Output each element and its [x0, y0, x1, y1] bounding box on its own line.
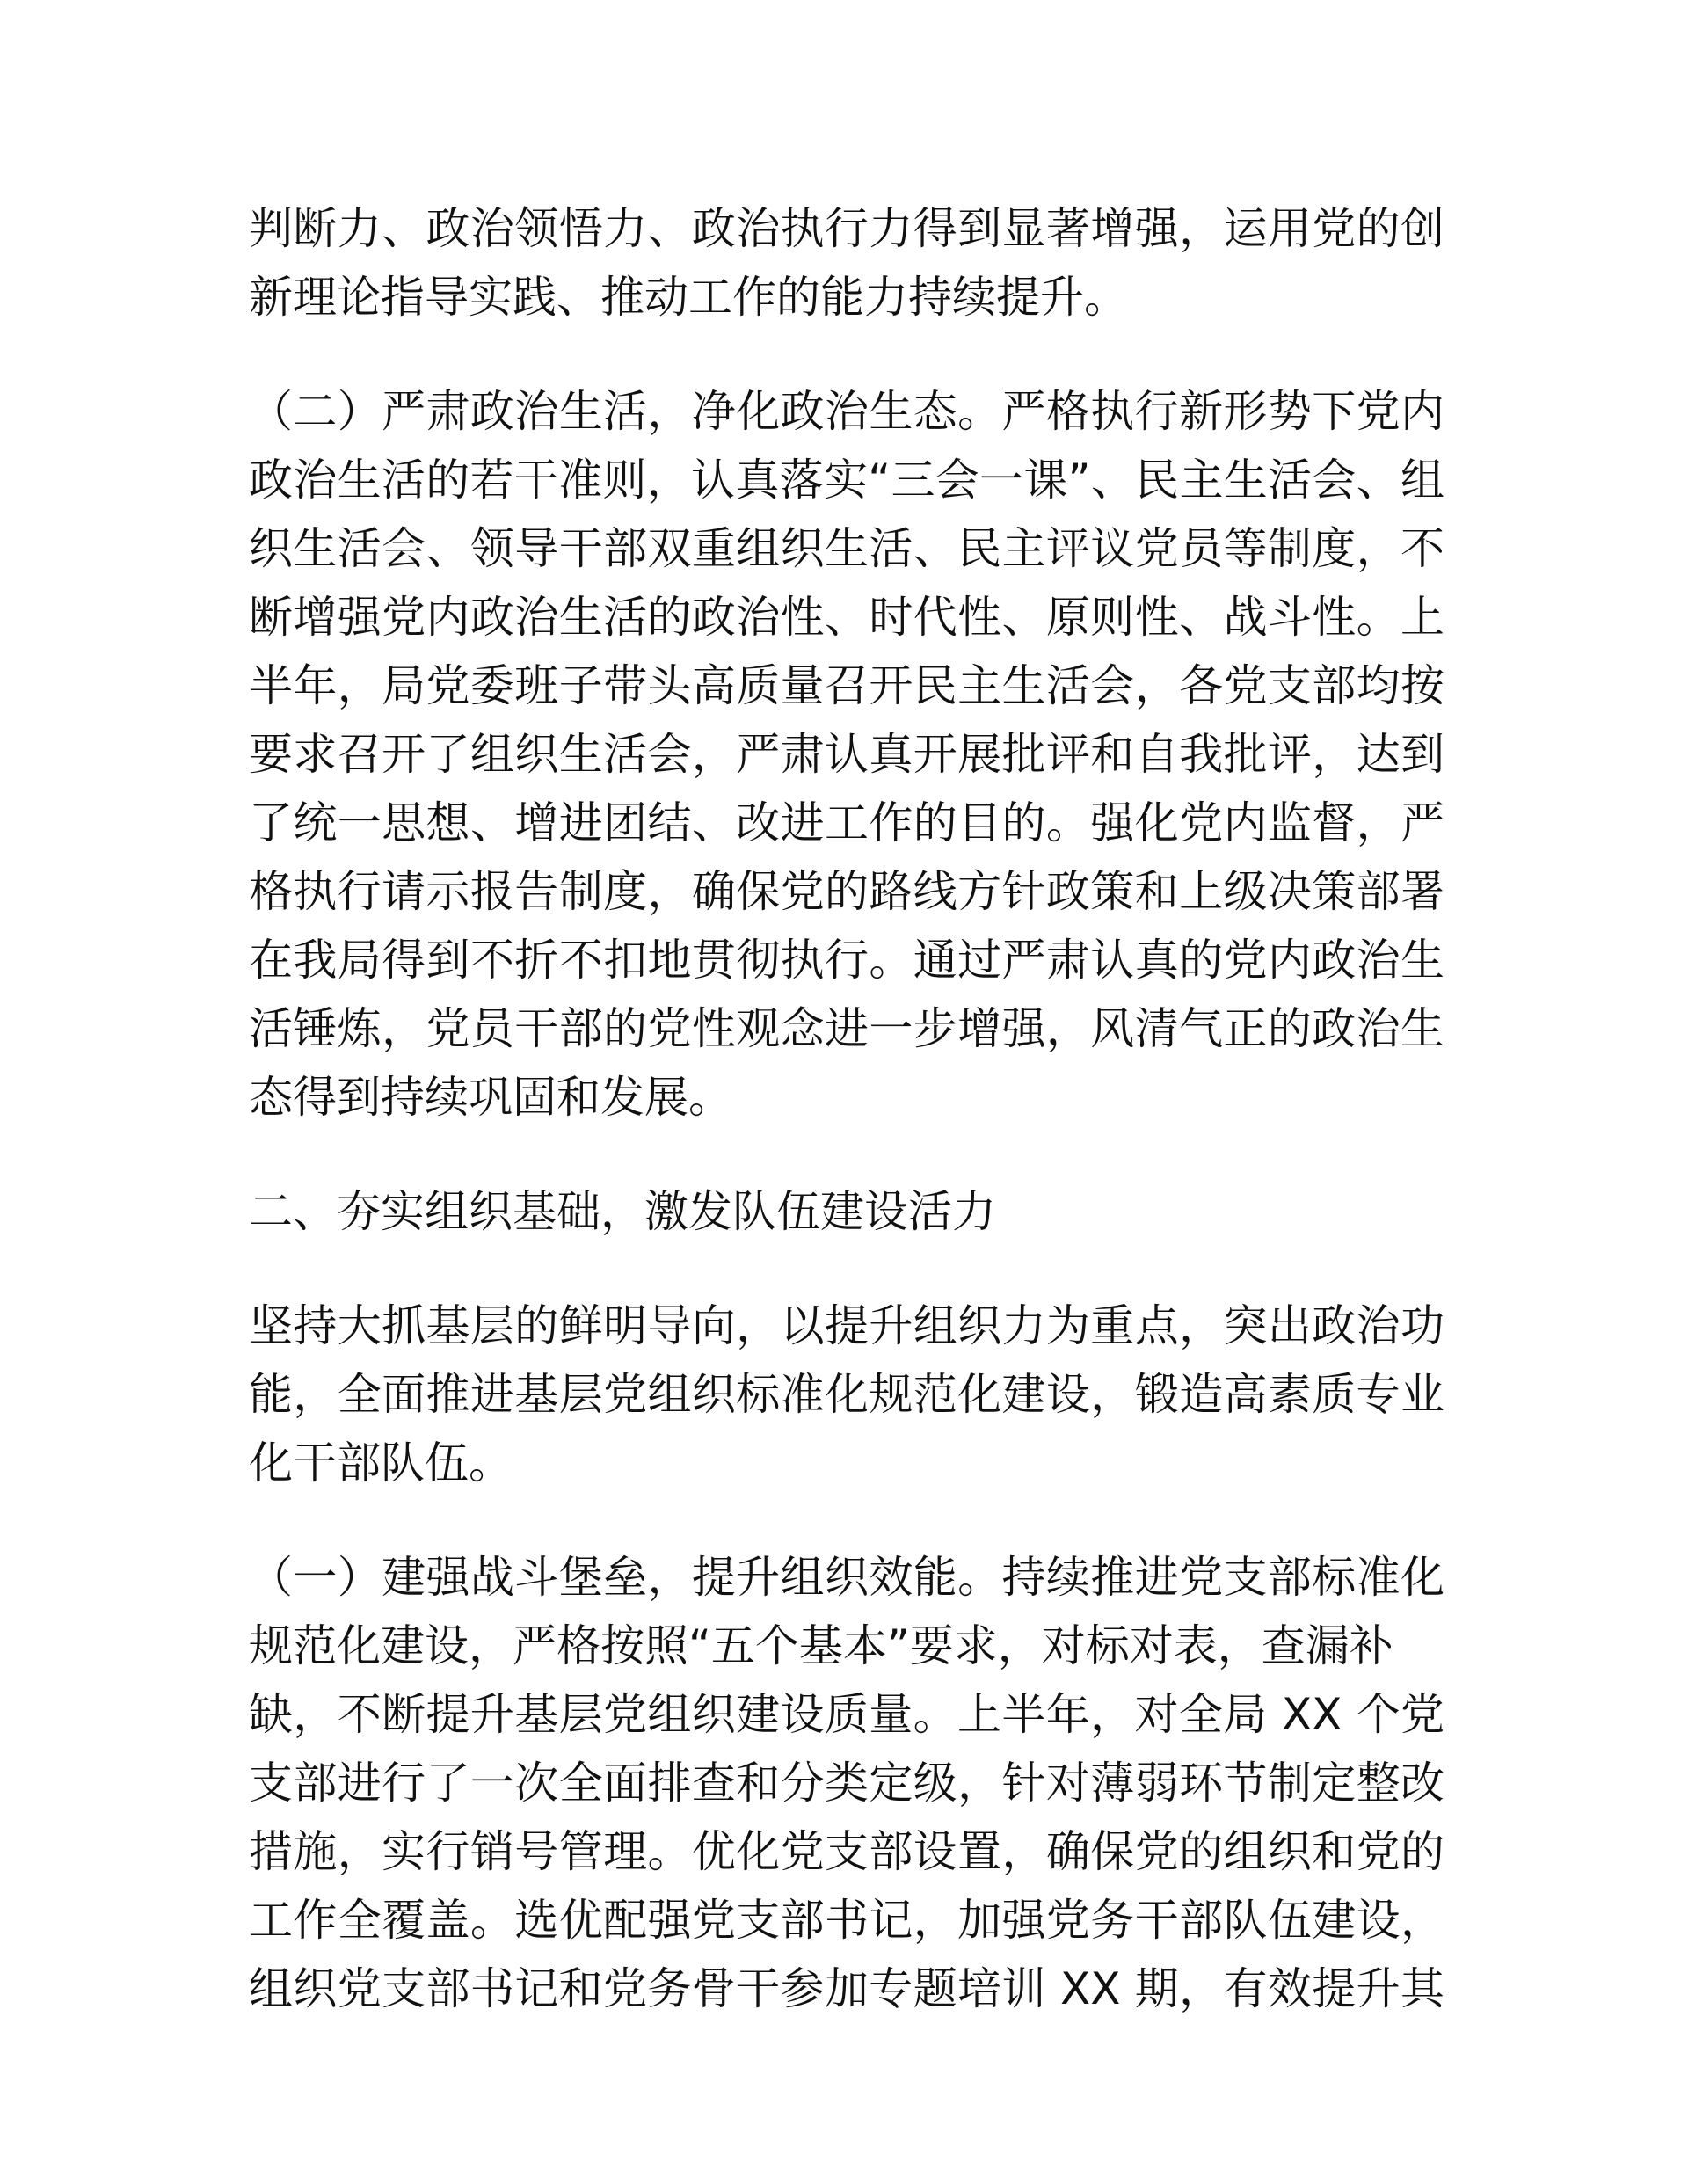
- paragraph-gap: [249, 1497, 1444, 1543]
- text-line: 支部进行了一次全面排查和分类定级，针对薄弱环节制定整改: [249, 1758, 1444, 1809]
- text-line: 半年，局党委班子带头高质量召开民主生活会，各党支部均按: [249, 660, 1444, 711]
- text-line: 组织党支部书记和党务骨干参加专题培训 XX 期，有效提升其: [249, 1963, 1444, 2014]
- text-line: 能，全面推进基层党组织标准化规范化建设，锻造高素质专业: [249, 1369, 1444, 1420]
- text-line: 断增强党内政治生活的政治性、时代性、原则性、战斗性。上: [249, 592, 1444, 643]
- text-line: 在我局得到不折不扣地贯彻执行。通过严肃认真的党内政治生: [249, 935, 1444, 986]
- paragraph-organization-foundation: [249, 1292, 1444, 1497]
- text-line: 态得到持续巩固和发展。: [249, 1072, 732, 1123]
- text-line: 政治生活的若干准则，认真落实“三会一课”、民主生活会、组: [249, 455, 1444, 506]
- document-body: [249, 194, 1444, 2023]
- text-line: 措施，实行销号管理。优化党支部设置，确保党的组织和党的: [249, 1826, 1444, 1877]
- section-heading: [249, 1177, 1444, 1246]
- text-line: 格执行请示报告制度，确保党的路线方针政策和上级决策部署: [249, 866, 1444, 917]
- text-line: 缺，不断提升基层党组织建设质量。上半年，对全局 XX 个党: [249, 1689, 1444, 1740]
- text-line: 活锤炼，党员干部的党性观念进一步增强，风清气正的政治生: [249, 1003, 1444, 1054]
- text-line: （一）建强战斗堡垒，提升组织效能。持续推进党支部标准化: [249, 1552, 1444, 1603]
- paragraph-fighting-fortress: [249, 1543, 1444, 2023]
- text-line: 织生活会、领导干部双重组织生活、民主评议党员等制度，不: [249, 523, 1444, 574]
- text-line: 判断力、政治领悟力、政治执行力得到显著增强，运用党的创: [249, 203, 1444, 254]
- text-line: 工作全覆盖。选优配强党支部书记，加强党务干部队伍建设，: [249, 1895, 1444, 1946]
- text-line: 化干部队伍。: [249, 1438, 513, 1489]
- paragraph-political-life: [249, 377, 1444, 1132]
- text-line: 了统一思想、增进团结、改进工作的目的。强化党内监督，严: [249, 797, 1444, 848]
- paragraph-political-ability: [249, 194, 1444, 331]
- text-line: 新理论指导实践、推动工作的能力持续提升。: [249, 272, 1128, 323]
- paragraph-gap: [249, 331, 1444, 377]
- text-line: （二）严肃政治生活，净化政治生态。严格执行新形势下党内: [249, 386, 1444, 437]
- paragraph-gap: [249, 1132, 1444, 1177]
- section-heading-text: 二、夯实组织基础，激发队伍建设活力: [249, 1186, 996, 1237]
- text-line: 规范化建设，严格按照“五个基本”要求，对标对表，查漏补: [249, 1620, 1393, 1671]
- text-line: 要求召开了组织生活会，严肃认真开展批评和自我批评，达到: [249, 729, 1444, 780]
- paragraph-gap: [249, 1246, 1444, 1292]
- text-line: 坚持大抓基层的鲜明导向，以提升组织力为重点，突出政治功: [249, 1300, 1444, 1351]
